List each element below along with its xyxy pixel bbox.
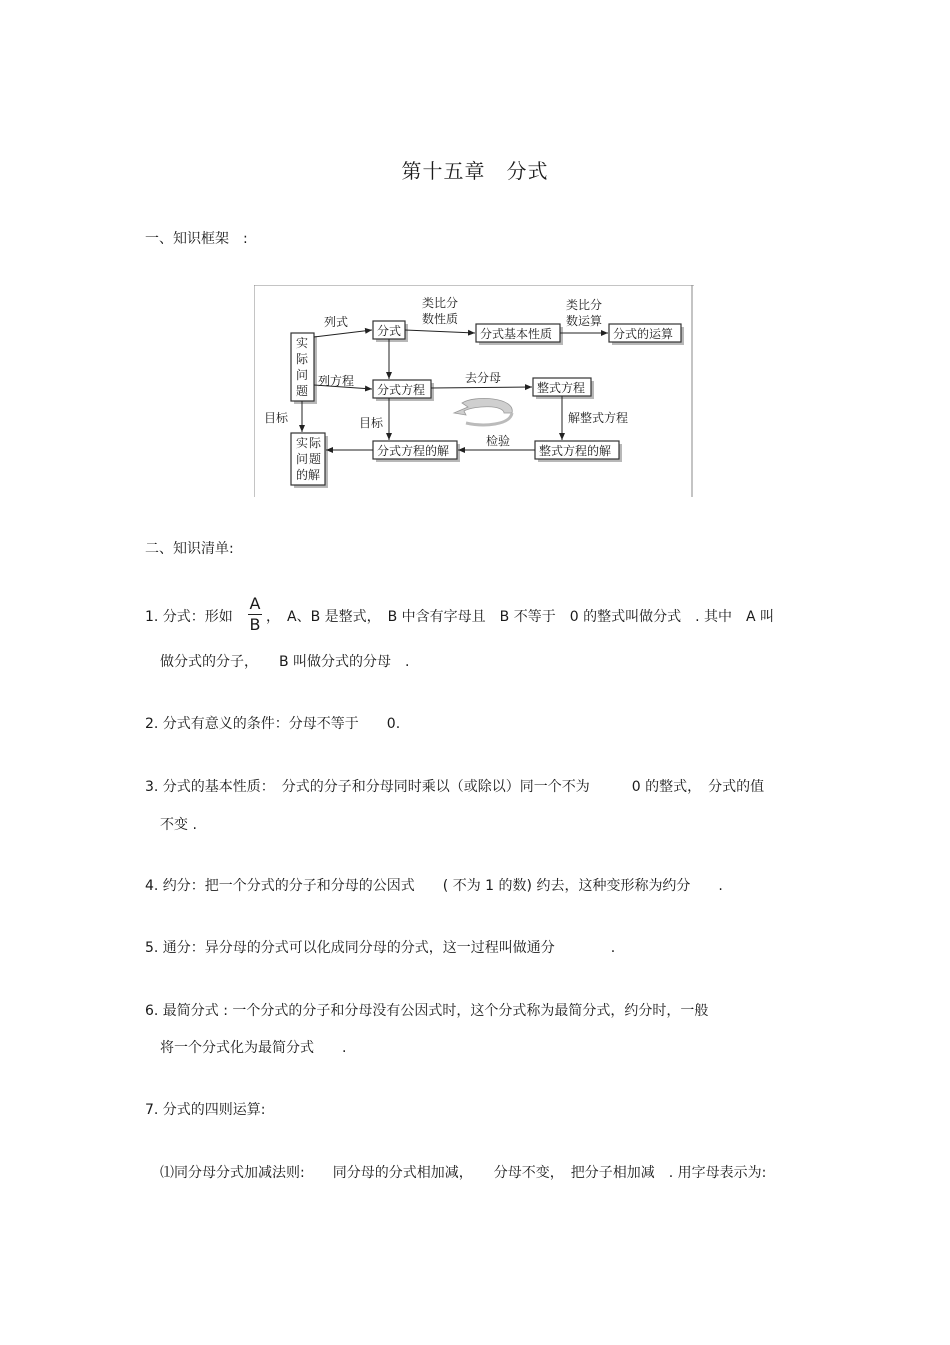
node-problem-solution-char: 题 bbox=[309, 452, 322, 466]
cycle-arrow-icon bbox=[454, 398, 512, 415]
node-practical-problem-char: 题 bbox=[296, 384, 309, 398]
node-fraction-label: 分式 bbox=[377, 324, 402, 338]
item-1-body: ， A、B 是整式， B 中含有字母且 B 不等于 0 的整式叫做分式 . 其中 A 叫 bbox=[266, 609, 775, 625]
node-fraction-equation-label: 分式方程 bbox=[377, 383, 426, 397]
fraction-denominator: B bbox=[249, 615, 261, 634]
node-basic-property-label: 分式基本性质 bbox=[480, 327, 553, 341]
knowledge-framework-diagram bbox=[254, 285, 694, 497]
label-analogy-2-line1: 类比分 bbox=[566, 298, 603, 312]
item-6-line1: 6. 最简分式 : 一个分式的分子和分母没有公因式时，这个分式称为最简分式，约分时，一般 bbox=[145, 1003, 709, 1019]
node-practical-problem-char: 际 bbox=[296, 352, 309, 366]
item-6-line2: 将一个分式化为最简分式 . bbox=[160, 1040, 347, 1056]
arrow-problem-to-fraction bbox=[314, 330, 372, 337]
section-list-heading: 二、知识清单: bbox=[145, 541, 234, 557]
node-practical-problem-char: 实 bbox=[296, 336, 309, 350]
node-practical-problem-char: 问 bbox=[296, 368, 309, 382]
node-problem-solution-char: 际 bbox=[309, 436, 322, 450]
label-analogy-1-line1: 类比分 bbox=[422, 296, 459, 310]
node-integral-equation-solution-label: 整式方程的解 bbox=[539, 444, 612, 458]
item-3-line2: 不变 . bbox=[160, 817, 197, 833]
page-title: 第十五章 分式 bbox=[401, 159, 549, 183]
node-problem-solution-char: 实 bbox=[296, 436, 309, 450]
label-lieshi: 列式 bbox=[324, 315, 349, 329]
label-jiezhengshi: 解整式方程 bbox=[568, 411, 629, 425]
label-liefangcheng: 列方程 bbox=[318, 374, 355, 388]
label-analogy-1-line2: 数性质 bbox=[422, 312, 459, 326]
fraction-a-over-b bbox=[248, 595, 262, 634]
item-2: 2. 分式有意义的条件：分母不等于 0. bbox=[145, 716, 401, 732]
item-1-continuation: 做分式的分子， B 叫做分式的分母 . bbox=[160, 654, 410, 670]
node-fraction-operation-label: 分式的运算 bbox=[613, 327, 674, 341]
item-7-1: ⑴同分母分式加减法则: 同分母的分式相加减， 分母不变， 把分子相加减 . 用字母表示为: bbox=[160, 1165, 767, 1181]
item-4: 4. 约分：把一个分式的分子和分母的公因式 ( 不为 1 的数) 约去，这种变形称为约分 . bbox=[145, 878, 723, 894]
node-problem-solution-char: 问 bbox=[296, 452, 309, 466]
arrow-equation-to-integral bbox=[431, 387, 532, 388]
node-problem-solution-char: 的解 bbox=[296, 468, 321, 482]
fraction-numerator: A bbox=[249, 594, 261, 613]
item-1-prefix: 1. 分式：形如 bbox=[145, 609, 233, 625]
item-7: 7. 分式的四则运算: bbox=[145, 1102, 266, 1118]
node-integral-equation-label: 整式方程 bbox=[537, 381, 586, 395]
label-analogy-2-line2: 数运算 bbox=[566, 314, 603, 328]
section-framework-heading: 一、知识框架 : bbox=[145, 231, 248, 247]
item-5: 5. 通分：异分母的分式可以化成同分母的分式，这一过程叫做通分 . bbox=[145, 940, 616, 956]
label-mubiao-left: 目标 bbox=[264, 411, 289, 425]
item-3-line1: 3. 分式的基本性质： 分式的分子和分母同时乘以（或除以）同一个不为 0 的整式， 分式的值 bbox=[145, 779, 765, 795]
label-jianyan: 检验 bbox=[486, 434, 511, 448]
label-qufenmu: 去分母 bbox=[465, 371, 502, 385]
label-mubiao-mid: 目标 bbox=[359, 416, 384, 430]
arrow-fraction-to-property bbox=[405, 330, 475, 333]
node-fraction-equation-solution-label: 分式方程的解 bbox=[377, 444, 450, 458]
